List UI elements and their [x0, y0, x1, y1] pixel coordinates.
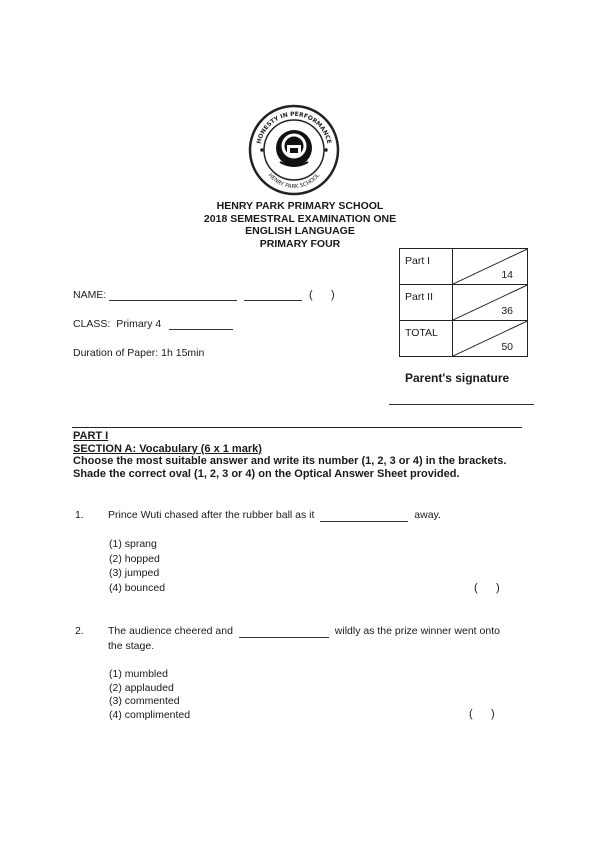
subject-title: ENGLISH LANGUAGE — [245, 225, 355, 237]
answer-blank[interactable] — [320, 511, 408, 522]
duration-label: Duration of Paper: — [73, 347, 159, 359]
duration-value: 1h 15min — [161, 347, 205, 359]
school-name: HENRY PARK PRIMARY SCHOOL — [216, 200, 384, 212]
crest-motto-bottom: HENRY PARK SCHOOL — [266, 172, 322, 191]
instruction-1: Choose the most suitable answer and write its number (1, 2, 3 or 4) in the brackets. — [73, 455, 507, 467]
class-label: CLASS: — [73, 318, 111, 330]
score-cell-total[interactable] — [452, 321, 527, 357]
exam-header — [0, 200, 600, 250]
section-heading — [73, 430, 506, 480]
section-title: SECTION A: Vocabulary (6 x 1 mark) — [73, 442, 262, 455]
score-cell-part2[interactable] — [452, 285, 527, 321]
parent-signature-label: Parent's signature — [405, 371, 510, 385]
option-2: (2) applauded — [109, 681, 174, 694]
score-cell-part1[interactable] — [452, 249, 527, 285]
score-row-part1 — [400, 249, 528, 285]
question-number: 2. — [75, 625, 84, 637]
level-title: PRIMARY FOUR — [259, 237, 341, 250]
question-number: 1. — [75, 509, 84, 521]
question-1 — [75, 508, 525, 524]
option-1: (1) mumbled — [109, 668, 168, 680]
option-1: (1) sprang — [109, 538, 157, 550]
duration-field — [73, 347, 204, 359]
exam-title: 2018 SEMESTRAL EXAMINATION ONE — [203, 212, 397, 225]
answer-blank[interactable] — [239, 627, 329, 638]
instruction-2: Shade the correct oval (1, 2, 3 or 4) on the Optical Answer Sheet provided. — [73, 467, 460, 480]
section-divider — [72, 427, 522, 428]
class-value: Primary 4 — [116, 318, 162, 330]
score-row-total — [400, 321, 528, 357]
question-text-before: The audience cheered and — [108, 625, 233, 637]
question-text-after: wildly as the prize winner went onto — [334, 625, 500, 637]
question-text-line2: the stage. — [108, 640, 155, 652]
score-max-part1: 14 — [501, 269, 513, 281]
option-4: (4) bounced — [109, 581, 166, 594]
question-text-after: away. — [414, 509, 441, 521]
class-number-bracket[interactable]: ( ) — [309, 289, 335, 301]
question-text-before: Prince Wuti chased after the rubber ball as it — [108, 509, 315, 521]
school-crest — [248, 104, 340, 196]
option-4: (4) complimented — [109, 708, 191, 721]
question-2 — [75, 624, 535, 654]
score-row-part2 — [400, 285, 528, 321]
svg-text:HENRY PARK SCHOOL — [267, 172, 322, 190]
option-2: (2) hopped — [109, 552, 160, 565]
answer-bracket-1[interactable]: ( ) — [474, 582, 500, 594]
score-max-total: 50 — [501, 341, 513, 353]
class-field[interactable] — [73, 318, 233, 330]
name-label: NAME: — [73, 289, 107, 301]
question-2-options — [109, 668, 190, 722]
option-3: (3) jumped — [109, 567, 160, 579]
score-label-part1: Part I — [400, 249, 453, 285]
score-label-total: TOTAL — [400, 321, 453, 357]
score-table — [399, 248, 528, 357]
option-3: (3) commented — [109, 695, 180, 707]
crest-motto-top: HONESTY IN PERFORMANCE — [255, 110, 333, 145]
score-max-part2: 36 — [501, 305, 513, 317]
score-label-part2: Part II — [400, 285, 453, 321]
parent-signature-line[interactable] — [389, 404, 534, 405]
answer-bracket-2[interactable]: ( ) — [469, 708, 495, 720]
part-title: PART I — [73, 430, 109, 442]
question-1-options — [109, 537, 165, 595]
name-field[interactable] — [73, 289, 335, 301]
